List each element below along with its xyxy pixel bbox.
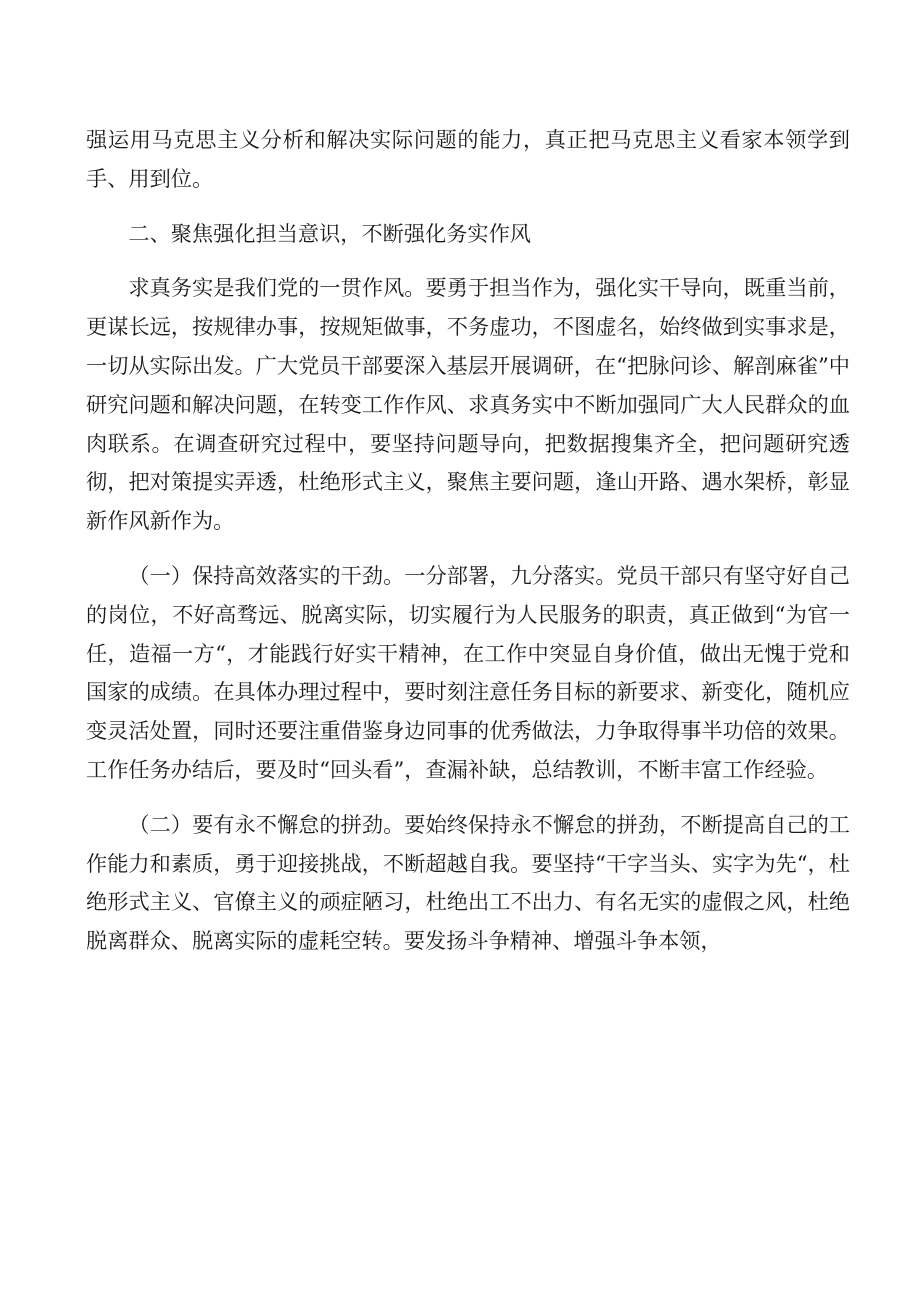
paragraph-body: 求真务实是我们党的一贯作风。要勇于担当作为，强化实干导向，既重当前，更谋长远，按规律办事，按规矩做事，不务虚功，不图虚名，始终做到实事求是，一切从实际出发。广大党员干部要深入基层开展调研，在“把脉问诊、解剖麻雀”中研究问题和解决问题，在转变工作作风、求真务实中不断加强同广大人民群众的血肉联系。在调查研究过程中，要坚持问题导向，把数据搜集齐全，把问题研究透彻，把对策提实弄透，杜绝形式主义，聚焦主要问题，逢山开路、遇水架桥，彰显新作风新作为。: [86, 275, 850, 534]
paragraph-subsection-2: （二）要有永不懈怠的拼劲。要始终保持永不懈怠的拼劲，不断提高自己的工作能力和素质，勇于迎接挑战，不断超越自我。要坚持“干字当头、实字为先“，杜绝形式主义、官僚主义的顽症陋习，杜绝出工不出力、有名无实的虚假之风，杜绝脱离群众、脱离实际的虚耗空转。要发扬斗争精神、增强斗争本领，: [86, 811, 850, 954]
section-heading: 二、聚焦强化担当意识，不断强化务实作风: [128, 220, 531, 246]
paragraph-continuation: 强运用马克思主义分析和解决实际问题的能力，真正把马克思主义看家本领学到手、用到位。: [86, 127, 850, 191]
paragraph-subsection-1: （一）保持高效落实的干劲。一分部署，九分落实。党员干部只有坚守好自己的岗位，不好高骛远、脱离实际，切实履行为人民服务的职责，真正做到“为官一任，造福一方“，才能践行好实干精神，在工作中突显自身价值，做出无愧于党和国家的成绩。在具体办理过程中，要时刻注意任务目标的新要求、新变化，随机应变灵活处置，同时还要注重借鉴身边同事的优秀做法，力争取得事半功倍的效果。工作任务办结后，要及时“回头看”，查漏补缺，总结教训，不断丰富工作经验。: [86, 562, 850, 782]
document-page: [86, 121, 850, 961]
